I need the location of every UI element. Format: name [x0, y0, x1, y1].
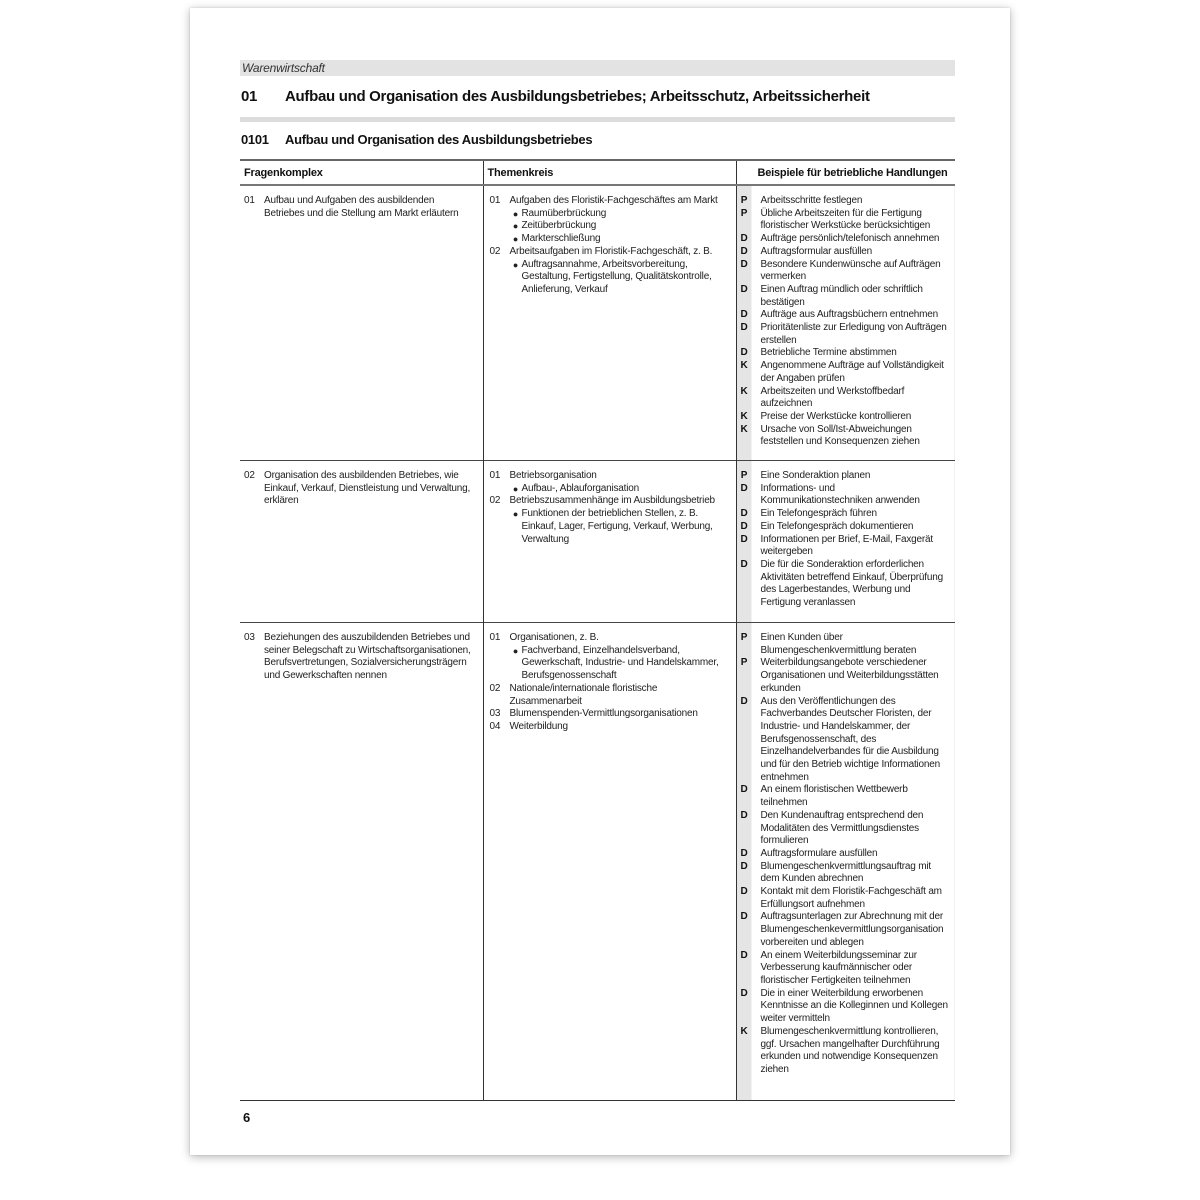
beispiele-cell — [736, 185, 955, 461]
beispiel-item — [737, 911, 956, 949]
beispiel-code: D — [740, 809, 748, 821]
bullet-icon: ● — [512, 259, 519, 270]
beispiel-item — [737, 347, 956, 360]
themenkreis-topic — [490, 495, 730, 508]
beispiel-code: D — [740, 949, 748, 961]
beispiel-code: D — [740, 911, 748, 923]
beispiel-text: Einen Auftrag mündlich oder schriftlich bestätigen — [760, 283, 923, 308]
running-head: Warenwirtschaft — [240, 60, 955, 76]
beispiel-text: Den Kundenauftrag entsprechend den Modalitäten des Vermittlungsdienstes formulieren — [760, 809, 924, 847]
topic-number: 02 — [489, 245, 501, 257]
table-row — [240, 185, 955, 461]
bullet-icon: ● — [512, 645, 519, 656]
bullet-icon: ● — [512, 509, 519, 520]
topic-number: 01 — [489, 632, 501, 643]
topic-bullet — [490, 208, 730, 221]
beispiel-item — [737, 632, 956, 657]
beispiel-code: D — [740, 533, 748, 545]
beispiel-text: Betriebliche Termine abstimmen — [760, 347, 897, 359]
beispiel-text: Die in einer Weiterbildung erworbenen Kenntnisse an die Kolleginnen und Kollegen weiter vermitteln — [760, 987, 948, 1025]
themenkreis-cell — [483, 461, 736, 623]
beispiel-code: D — [740, 784, 748, 796]
chapter-divider — [240, 117, 955, 122]
beispiel-code: D — [740, 283, 748, 295]
topic-number: 04 — [489, 720, 501, 732]
beispiel-text: Übliche Arbeitszeiten für die Fertigung floristischer Werkstücke berücksichtigen — [760, 207, 931, 232]
beispiel-item — [737, 886, 956, 911]
topic-text: Arbeitsaufgaben im Floristik-Fachgeschäft, z. B. — [509, 245, 713, 257]
beispiel-code: D — [740, 847, 748, 859]
table-header-row — [240, 160, 955, 185]
themenkreis-cell — [483, 185, 736, 461]
beispiel-text: Ein Telefongespräch dokumentieren — [760, 520, 914, 532]
table-row — [240, 461, 955, 623]
beispiel-item — [737, 470, 956, 483]
beispiel-code: P — [740, 657, 748, 669]
beispiel-item — [737, 988, 956, 1026]
topic-text: Betriebsorganisation — [509, 470, 597, 481]
bullet-icon: ● — [512, 234, 519, 245]
beispiel-text: An einem floristischen Wettbewerb teilnehmen — [760, 784, 908, 809]
section-heading — [240, 132, 955, 152]
fragenkomplex-text: Aufbau und Aufgaben des ausbildenden Betriebes und die Stellung am Markt erläutern — [264, 195, 459, 219]
beispiel-code: P — [740, 207, 748, 219]
beispiel-item — [737, 508, 956, 521]
beispiel-text: Auftragsunterlagen zur Abrechnung mit der Blumengeschenkevermittlungsorganisation vorbereiten und ablegen — [760, 911, 944, 948]
beispiel-text: Blumengeschenkvermittlungsauftrag mit dem Kunden abrechnen — [760, 860, 931, 885]
topic-text: Nationale/internationale floristische Zusammenarbeit — [509, 682, 658, 707]
beispiel-text: Weiterbildungsangebote verschiedener Organisationen und Weiterbildungsstätten erkunden — [760, 657, 939, 694]
beispiele-cell — [736, 623, 955, 1101]
beispiel-code: D — [740, 258, 748, 270]
fragenkomplex-text: Organisation des ausbildenden Betriebes, wie Einkauf, Verkauf, Dienstleistung und Verwaltung, erklären — [264, 470, 471, 507]
themenkreis-topic — [490, 683, 730, 708]
topic-number: 03 — [489, 708, 501, 720]
themenkreis-topic — [490, 721, 730, 734]
topic-bullet — [490, 259, 730, 297]
beispiel-code: K — [740, 410, 748, 422]
beispiel-code: D — [740, 245, 748, 257]
beispiel-code: P — [740, 632, 748, 643]
beispiel-code: D — [740, 886, 748, 898]
beispiel-code: D — [740, 309, 748, 321]
topic-bullet — [490, 508, 730, 546]
beispiel-item — [737, 424, 956, 449]
topic-text: Betriebszusammenhänge im Ausbildungsbetrieb — [509, 495, 715, 507]
beispiel-code: K — [740, 1025, 748, 1037]
beispiel-code: D — [740, 860, 748, 872]
themenkreis-topic — [490, 246, 730, 259]
topic-number: 02 — [489, 495, 501, 507]
topic-text: Weiterbildung — [509, 720, 568, 732]
beispiel-code: D — [740, 508, 748, 520]
beispiele-cell — [736, 461, 955, 623]
beispiel-text: Ein Telefongespräch führen — [760, 508, 877, 520]
beispiel-item — [737, 208, 956, 233]
beispiel-item — [737, 259, 956, 284]
beispiel-text: Preise der Werkstücke kontrollieren — [760, 410, 912, 422]
beispiel-item — [737, 483, 956, 508]
beispiel-text: Aufträge persönlich/telefonisch annehmen — [760, 233, 940, 245]
beispiel-item — [737, 950, 956, 988]
beispiel-item — [737, 784, 956, 809]
themenkreis-cell — [483, 623, 736, 1101]
bullet-text: Markterschließung — [521, 233, 601, 245]
bullet-text: Auftragsannahme, Arbeitsvorbereitung, Gestaltung, Fertigstellung, Qualitätskontrolle, Anlieferung, Verkauf — [521, 258, 712, 295]
beispiel-code: K — [740, 385, 748, 397]
beispiel-code: D — [740, 987, 748, 999]
column-header-fragenkomplex: Fragenkomplex — [240, 160, 483, 185]
fragenkomplex-item — [240, 470, 483, 508]
bullet-icon: ● — [512, 483, 519, 494]
curriculum-table — [240, 159, 955, 1101]
beispiel-text: Kontakt mit dem Floristik-Fachgeschäft am Erfüllungsort aufnehmen — [760, 886, 942, 910]
topic-number: 01 — [489, 470, 501, 481]
beispiel-code: D — [740, 322, 748, 334]
beispiel-item — [737, 386, 956, 411]
section-number: 0101 — [241, 132, 269, 147]
beispiel-text: Aus den Veröffentlichungen des Fachverbandes Deutscher Floristen, der Industrie- und Handelskammer, der Berufsgenossenschaft, des Einzelhandelverbandes für die Ausbildung und für den Betrieb wichtige Informationen entnehmen — [760, 695, 940, 783]
topic-bullet — [490, 483, 730, 496]
bullet-text: Zeitüberbrückung — [521, 220, 597, 232]
bullet-icon: ● — [512, 221, 519, 232]
beispiel-item — [737, 322, 956, 347]
themenkreis-list — [484, 470, 736, 546]
table-row — [240, 623, 955, 1101]
page-number: 6 — [243, 1110, 251, 1125]
beispiel-code: K — [740, 360, 748, 372]
topic-bullet — [490, 645, 730, 683]
beispiel-item — [737, 309, 956, 322]
beispiel-text: Arbeitszeiten und Werkstoffbedarf aufzeichnen — [760, 385, 905, 410]
beispiel-text: Eine Sonderaktion planen — [760, 470, 871, 481]
beispiel-item — [737, 233, 956, 246]
beispiel-item — [737, 810, 956, 848]
beispiel-text: Die für die Sonderaktion erforderlichen Aktivitäten betreffend Einkauf, Überprüfung des Lagerbestandes, Werbung und Fertigung veranlassen — [760, 558, 943, 609]
beispiel-item — [737, 1026, 956, 1077]
beispiel-item — [737, 534, 956, 559]
beispiel-item — [737, 246, 956, 259]
beispiel-text: Aufträge aus Auftragsbüchern entnehmen — [760, 309, 939, 321]
page-content — [240, 60, 955, 1101]
themenkreis-topic — [490, 632, 730, 645]
beispiel-code: D — [740, 695, 748, 707]
beispiel-item — [737, 861, 956, 886]
beispiel-code: K — [740, 423, 748, 435]
fragenkomplex-cell — [240, 623, 483, 1101]
chapter-number: 01 — [241, 88, 258, 105]
beispiel-text: Ursache von Soll/Ist-Abweichungen feststellen und Konsequenzen ziehen — [760, 423, 920, 448]
beispiel-item — [737, 521, 956, 534]
beispiel-code: D — [740, 520, 748, 532]
column-header-themenkreis: Themenkreis — [483, 160, 736, 185]
topic-number: 02 — [489, 682, 501, 694]
topic-text: Organisationen, z. B. — [509, 632, 599, 643]
beispiel-item — [737, 657, 956, 695]
beispiel-text: Informations- und Kommunikationstechniken anwenden — [760, 482, 920, 507]
topic-text: Blumenspenden-Vermittlungsorganisationen — [509, 708, 698, 720]
beispiel-text: Informationen per Brief, E-Mail, Faxgerät weitergeben — [760, 533, 933, 558]
themenkreis-topic — [490, 708, 730, 721]
fragenkomplex-text: Beziehungen des auszubildenden Betriebes und seiner Belegschaft zu Wirtschaftsorganisationen, Berufsvertretungen, Sozialversicherungsträgern und Gewerkschaften nennen — [264, 632, 471, 682]
beispiel-code: P — [740, 195, 748, 206]
beispiel-text: Prioritätenliste zur Erledigung von Aufträgen erstellen — [760, 322, 947, 346]
beispiel-code: D — [740, 558, 748, 570]
fragenkomplex-cell — [240, 185, 483, 461]
topic-text: Aufgaben des Floristik-Fachgeschäftes am Markt — [509, 195, 718, 206]
chapter-title: Aufbau und Organisation des Ausbildungsbetriebes; Arbeitsschutz, Arbeitssicherheit — [285, 88, 870, 105]
beispiel-text: Auftragsformular ausfüllen — [760, 245, 873, 257]
beispiel-code: D — [740, 233, 748, 245]
fragenkomplex-number: 02 — [244, 470, 255, 481]
topic-bullet — [490, 233, 730, 246]
fragenkomplex-item — [240, 632, 483, 683]
topic-number: 01 — [489, 195, 501, 206]
bullet-text: Raumüberbrückung — [521, 207, 607, 219]
fragenkomplex-number: 03 — [244, 632, 255, 643]
bullet-text: Aufbau-, Ablauforganisation — [521, 482, 639, 494]
beispiel-code: D — [740, 347, 748, 359]
table-body — [240, 185, 955, 1101]
chapter-heading — [240, 88, 955, 114]
beispiel-text: An einem Weiterbildungsseminar zur Verbesserung kaufmännischer oder floristischer Fertigkeiten teilnehmen — [760, 949, 917, 986]
beispiel-text: Einen Kunden über Blumengeschenkvermittlung beraten — [760, 632, 917, 656]
beispiel-item — [737, 848, 956, 861]
beispiel-text: Auftragsformulare ausfüllen — [760, 847, 878, 859]
fragenkomplex-cell — [240, 461, 483, 623]
themenkreis-list — [484, 195, 736, 297]
fragenkomplex-item — [240, 195, 483, 220]
beispiel-item — [737, 696, 956, 785]
beispiel-item — [737, 360, 956, 385]
document-page — [190, 8, 1010, 1155]
beispiel-item — [737, 411, 956, 424]
beispiel-text: Angenommene Aufträge auf Vollständigkeit der Angaben prüfen — [760, 360, 944, 384]
bullet-icon: ● — [512, 208, 519, 219]
beispiel-item — [737, 559, 956, 610]
beispiel-item — [737, 284, 956, 309]
bullet-text: Funktionen der betrieblichen Stellen, z. B. Einkauf, Lager, Fertigung, Verkauf, Werbung, Verwaltung — [521, 508, 713, 545]
beispiel-item — [737, 195, 956, 208]
beispiel-text: Arbeitsschritte festlegen — [760, 195, 863, 206]
beispiel-text: Besondere Kundenwünsche auf Aufträgen vermerken — [760, 258, 941, 283]
bullet-text: Fachverband, Einzelhandelsverband, Gewerkschaft, Industrie- und Handelskammer, Berufsgenossenschaft — [521, 644, 719, 682]
themenkreis-topic — [490, 195, 730, 208]
section-title: Aufbau und Organisation des Ausbildungsbetriebes — [285, 132, 593, 147]
topic-bullet — [490, 220, 730, 233]
themenkreis-list — [484, 632, 736, 734]
beispiel-code: D — [740, 482, 748, 494]
column-header-beispiele: Beispiele für betriebliche Handlungen — [736, 160, 955, 185]
fragenkomplex-number: 01 — [244, 195, 255, 206]
beispiel-text: Blumengeschenkvermittlung kontrollieren, ggf. Ursachen mangelhafter Durchführung erkunden und notwendige Konsequenzen ziehen — [760, 1025, 940, 1075]
beispiel-code: P — [740, 470, 748, 481]
themenkreis-topic — [490, 470, 730, 483]
